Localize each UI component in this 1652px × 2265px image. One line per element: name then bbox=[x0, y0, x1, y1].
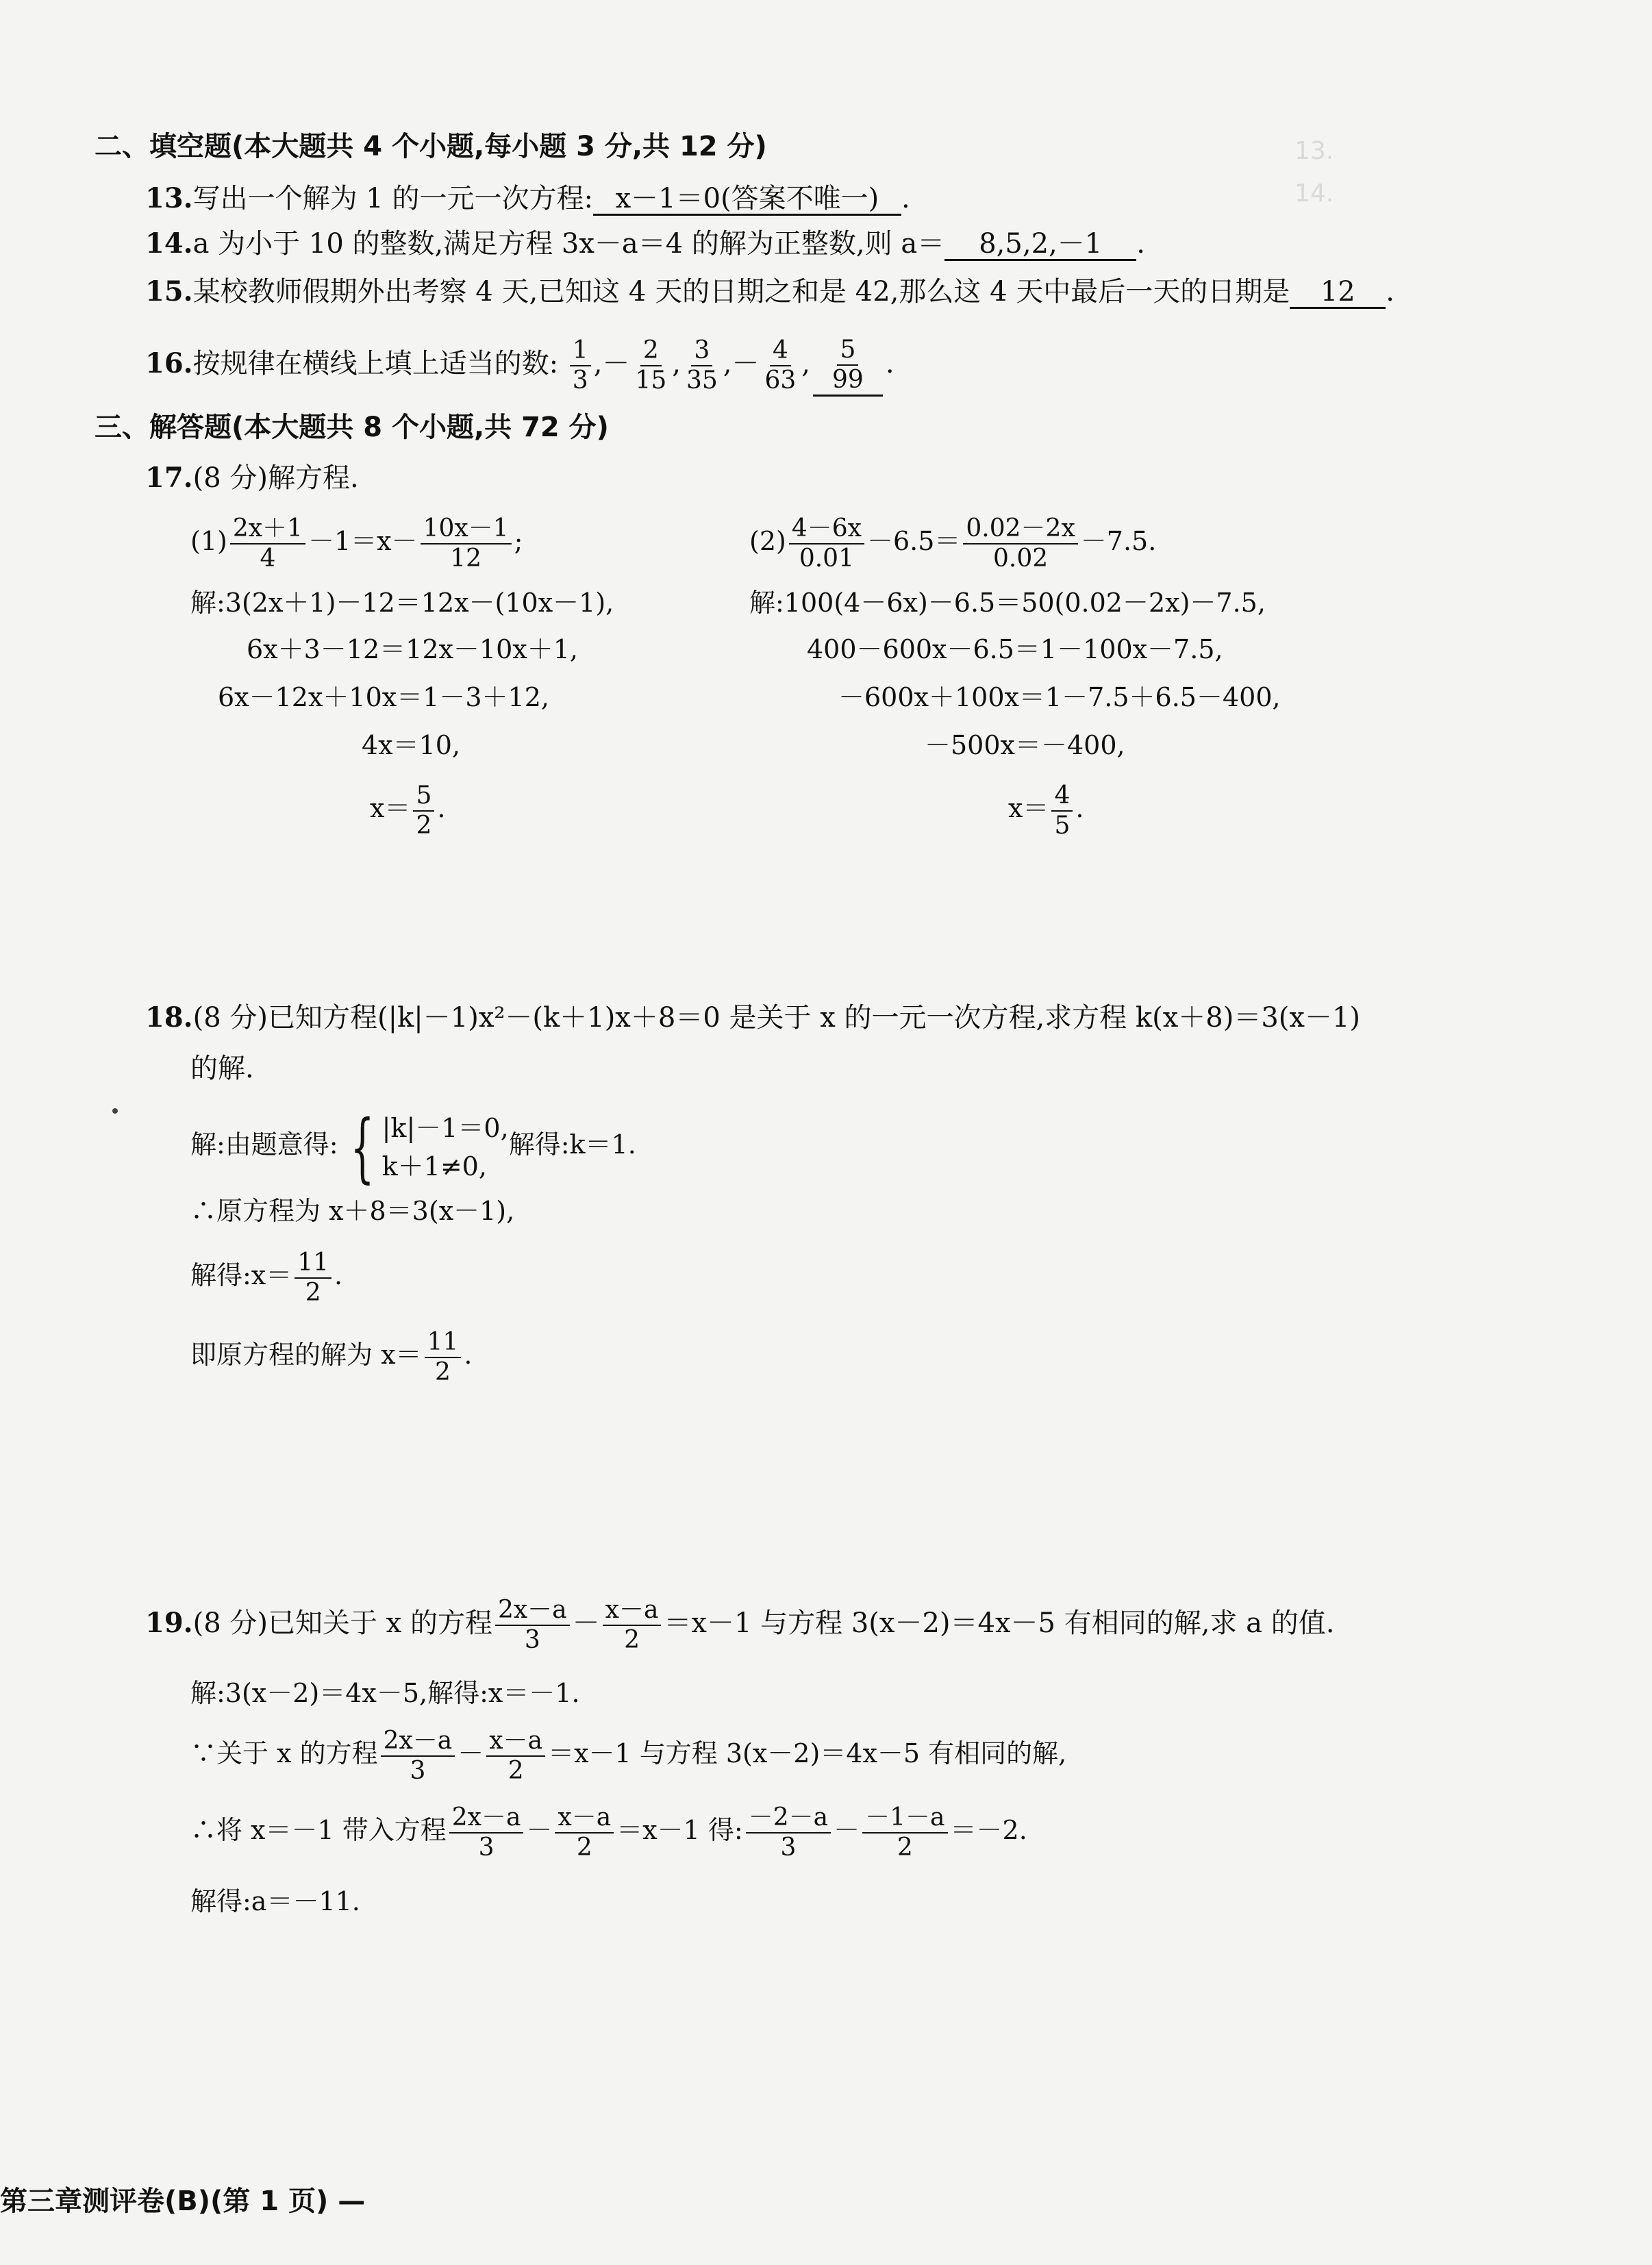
q17-part2-step: 400－600x－6.5＝1－100x－7.5, bbox=[807, 634, 1223, 664]
result-end: . bbox=[437, 793, 446, 823]
denominator: 4 bbox=[260, 544, 276, 573]
solution-text: ∵关于 x 的方程 bbox=[190, 1738, 378, 1768]
equation-end: ; bbox=[514, 526, 523, 556]
fraction bbox=[230, 514, 305, 573]
equation-system bbox=[338, 1103, 509, 1191]
q13-end: . bbox=[901, 183, 910, 214]
fraction bbox=[762, 336, 799, 395]
numerator: 5 bbox=[837, 336, 858, 366]
q13-number: 13. bbox=[145, 182, 193, 214]
q18-solution-line2: ∴原方程为 x＋8＝3(x－1), bbox=[190, 1196, 515, 1226]
denominator: 15 bbox=[635, 366, 667, 395]
minus-sign: － bbox=[572, 1607, 600, 1639]
fraction bbox=[746, 1803, 831, 1862]
result-text: x＝ bbox=[1008, 793, 1049, 823]
q18-solution-line1 bbox=[190, 1100, 636, 1189]
q17-part2-result bbox=[1008, 774, 1084, 842]
denominator: 99 bbox=[832, 365, 864, 394]
fraction bbox=[603, 1596, 662, 1655]
equation-text: －6.5＝ bbox=[866, 526, 961, 556]
solution-end: . bbox=[464, 1340, 473, 1370]
q17-part1-step: 6x＋3－12＝12x－10x＋1, bbox=[247, 634, 578, 664]
q17-part1-step: 4x＝10, bbox=[362, 730, 461, 760]
denominator: 12 bbox=[450, 544, 481, 573]
question-18 bbox=[145, 1000, 1360, 1036]
q18-number: 18. bbox=[145, 1001, 193, 1034]
solution-end: . bbox=[334, 1260, 343, 1290]
part-label: (1) bbox=[190, 526, 227, 556]
denominator: 2 bbox=[305, 1278, 321, 1307]
fraction bbox=[295, 1249, 331, 1307]
denominator: 63 bbox=[764, 366, 797, 395]
q18-solution-line4 bbox=[190, 1321, 472, 1389]
scan-speck bbox=[112, 1108, 118, 1114]
part-label: (2) bbox=[749, 526, 786, 556]
denominator: 3 bbox=[524, 1626, 540, 1654]
fraction bbox=[381, 1727, 455, 1786]
denominator: 3 bbox=[478, 1833, 495, 1862]
fraction bbox=[632, 336, 669, 395]
q14-answer-blank: 8,5,2,－1 bbox=[944, 229, 1136, 261]
fraction bbox=[413, 781, 434, 840]
fraction bbox=[789, 514, 864, 573]
denominator: 5 bbox=[1054, 811, 1071, 840]
q17-number: 17. bbox=[145, 462, 193, 494]
q16-number: 16. bbox=[145, 347, 193, 379]
numerator: x－a bbox=[555, 1803, 614, 1834]
question-19 bbox=[145, 1589, 1334, 1657]
q17-text: (8 分)解方程. bbox=[192, 462, 359, 494]
separator: , bbox=[672, 348, 681, 379]
separator: , bbox=[801, 348, 811, 379]
q19-solution-line4: 解得:a＝－11. bbox=[190, 1886, 360, 1916]
minus-sign: － bbox=[458, 1738, 484, 1768]
q18-solution-line3 bbox=[190, 1241, 342, 1310]
bleed-through-text: 14. bbox=[1294, 179, 1334, 208]
q15-answer-blank: 12 bbox=[1290, 277, 1386, 309]
system-row: k＋1≠0, bbox=[381, 1151, 487, 1181]
page-footer: 第三章测评卷(B)(第 1 页) — bbox=[0, 2186, 366, 2217]
fraction bbox=[425, 1328, 462, 1387]
numerator: 3 bbox=[691, 336, 712, 366]
solution-text: ＝x－1 得: bbox=[616, 1815, 743, 1845]
numerator: －1－a bbox=[862, 1803, 947, 1834]
q15-number: 15. bbox=[145, 275, 193, 308]
numerator: 11 bbox=[425, 1328, 462, 1358]
q17-part1-equation bbox=[190, 507, 523, 575]
equation-text: －1＝x－ bbox=[308, 526, 418, 556]
q19-number: 19. bbox=[145, 1607, 193, 1639]
numerator: 10x－1 bbox=[421, 514, 512, 545]
denominator: 2 bbox=[416, 811, 432, 840]
solution-text: 解:由题意得: bbox=[190, 1129, 338, 1160]
numerator: x－a bbox=[603, 1596, 662, 1626]
q17-part2-step: －500x＝－400, bbox=[925, 730, 1125, 760]
denominator: 2 bbox=[624, 1626, 640, 1654]
fraction bbox=[862, 1803, 947, 1862]
solution-text: ＝－2. bbox=[950, 1815, 1027, 1845]
q14-text: a 为小于 10 的整数,满足方程 3x－a＝4 的解为正整数,则 a＝ bbox=[192, 228, 945, 260]
q14-end: . bbox=[1136, 228, 1145, 260]
question-17 bbox=[145, 460, 359, 496]
q15-text: 某校教师假期外出考察 4 天,已知这 4 天的日期之和是 42,那么这 4 天中最后一天的日期是 bbox=[192, 276, 1290, 308]
fraction bbox=[486, 1727, 545, 1786]
q19-text: ＝x－1 与方程 3(x－2)＝4x－5 有相同的解,求 a 的值. bbox=[664, 1607, 1335, 1639]
left-brace-icon: { bbox=[350, 1103, 375, 1191]
q17-part2-step: －600x＋100x＝1－7.5＋6.5－400, bbox=[838, 682, 1281, 712]
question-14 bbox=[145, 226, 1145, 262]
numerator: 1 bbox=[570, 336, 591, 366]
denominator: 3 bbox=[780, 1833, 797, 1862]
denominator: 2 bbox=[434, 1357, 451, 1386]
q19-solution-line2 bbox=[190, 1719, 1066, 1788]
solution-text: 解得:k＝1. bbox=[508, 1129, 636, 1160]
denominator: 0.02 bbox=[993, 544, 1049, 573]
solution-text: ∴将 x＝－1 带入方程 bbox=[190, 1815, 447, 1845]
fraction bbox=[684, 336, 721, 395]
q15-end: . bbox=[1386, 276, 1394, 308]
system-row: |k|－1＝0, bbox=[381, 1112, 509, 1143]
numerator: 4 bbox=[1051, 781, 1073, 812]
numerator: 5 bbox=[413, 781, 434, 812]
fraction bbox=[555, 1803, 614, 1862]
q17-part1-result bbox=[370, 774, 445, 842]
minus-sign: － bbox=[834, 1815, 860, 1845]
numerator: 2x－a bbox=[495, 1596, 570, 1626]
numerator: －2－a bbox=[746, 1803, 831, 1834]
numerator: 2x＋1 bbox=[230, 514, 305, 545]
separator: ,－ bbox=[723, 348, 760, 379]
minus-sign: － bbox=[526, 1815, 553, 1845]
numerator: 2x－a bbox=[449, 1803, 524, 1834]
denominator: 0.01 bbox=[799, 544, 854, 573]
denominator: 2 bbox=[508, 1756, 524, 1785]
numerator: 4 bbox=[770, 336, 791, 366]
q18-text-continued: 的解. bbox=[190, 1053, 254, 1084]
q13-text: 写出一个解为 1 的一元一次方程: bbox=[192, 183, 593, 214]
numerator: 2x－a bbox=[381, 1727, 455, 1757]
section-3-heading: 三、解答题(本大题共 8 个小题,共 72 分) bbox=[95, 412, 609, 443]
solution-text: 即原方程的解为 x＝ bbox=[190, 1340, 422, 1370]
q17-part1-step: 6x－12x＋10x＝1－3＋12, bbox=[218, 682, 549, 712]
denominator: 3 bbox=[410, 1756, 426, 1785]
solution-text: ＝x－1 与方程 3(x－2)＝4x－5 有相同的解, bbox=[548, 1738, 1067, 1768]
q16-answer-blank bbox=[813, 336, 883, 397]
result-text: x＝ bbox=[370, 793, 411, 823]
fraction bbox=[963, 514, 1077, 573]
question-15 bbox=[145, 274, 1394, 310]
fraction bbox=[570, 336, 591, 395]
q17-part1-step: 解:3(2x＋1)－12＝12x－(10x－1), bbox=[190, 588, 614, 618]
q17-part2-step: 解:100(4－6x)－6.5＝50(0.02－2x)－7.5, bbox=[749, 588, 1266, 618]
question-16 bbox=[145, 326, 894, 401]
numerator: 0.02－2x bbox=[963, 514, 1077, 545]
denominator: 2 bbox=[576, 1833, 592, 1862]
q19-solution-line3 bbox=[190, 1796, 1027, 1864]
bleed-through-text: 13. bbox=[1294, 137, 1334, 165]
section-2-heading: 二、填空题(本大题共 4 个小题,每小题 3 分,共 12 分) bbox=[95, 131, 767, 162]
denominator: 2 bbox=[897, 1833, 913, 1862]
q19-text: (8 分)已知关于 x 的方程 bbox=[192, 1607, 492, 1639]
result-end: . bbox=[1075, 793, 1084, 823]
numerator: x－a bbox=[486, 1727, 545, 1757]
fraction bbox=[421, 514, 512, 573]
q14-number: 14. bbox=[145, 227, 193, 260]
denominator: 35 bbox=[686, 366, 718, 395]
q19-solution-line1: 解:3(x－2)＝4x－5,解得:x＝－1. bbox=[190, 1678, 580, 1708]
q16-end: . bbox=[885, 348, 894, 379]
numerator: 4－6x bbox=[789, 514, 864, 545]
numerator: 2 bbox=[640, 336, 662, 366]
fraction bbox=[449, 1803, 524, 1862]
q13-answer-blank: x－1＝0(答案不唯一) bbox=[593, 184, 901, 216]
fraction bbox=[1051, 781, 1073, 840]
fraction bbox=[495, 1596, 570, 1655]
numerator: 11 bbox=[295, 1249, 331, 1279]
q16-text: 按规律在横线上填上适当的数: bbox=[192, 348, 559, 379]
separator: ,－ bbox=[593, 348, 630, 379]
q17-part2-equation bbox=[749, 507, 1156, 575]
solution-text: 解得:x＝ bbox=[190, 1260, 292, 1290]
q18-text: (8 分)已知方程(|k|－1)x²－(k＋1)x＋8＝0 是关于 x 的一元一次方程,求方程 k(x＋8)＝3(x－1) bbox=[192, 1002, 1361, 1034]
denominator: 3 bbox=[572, 366, 588, 395]
equation-end: －7.5. bbox=[1080, 526, 1157, 556]
question-13 bbox=[145, 181, 910, 216]
